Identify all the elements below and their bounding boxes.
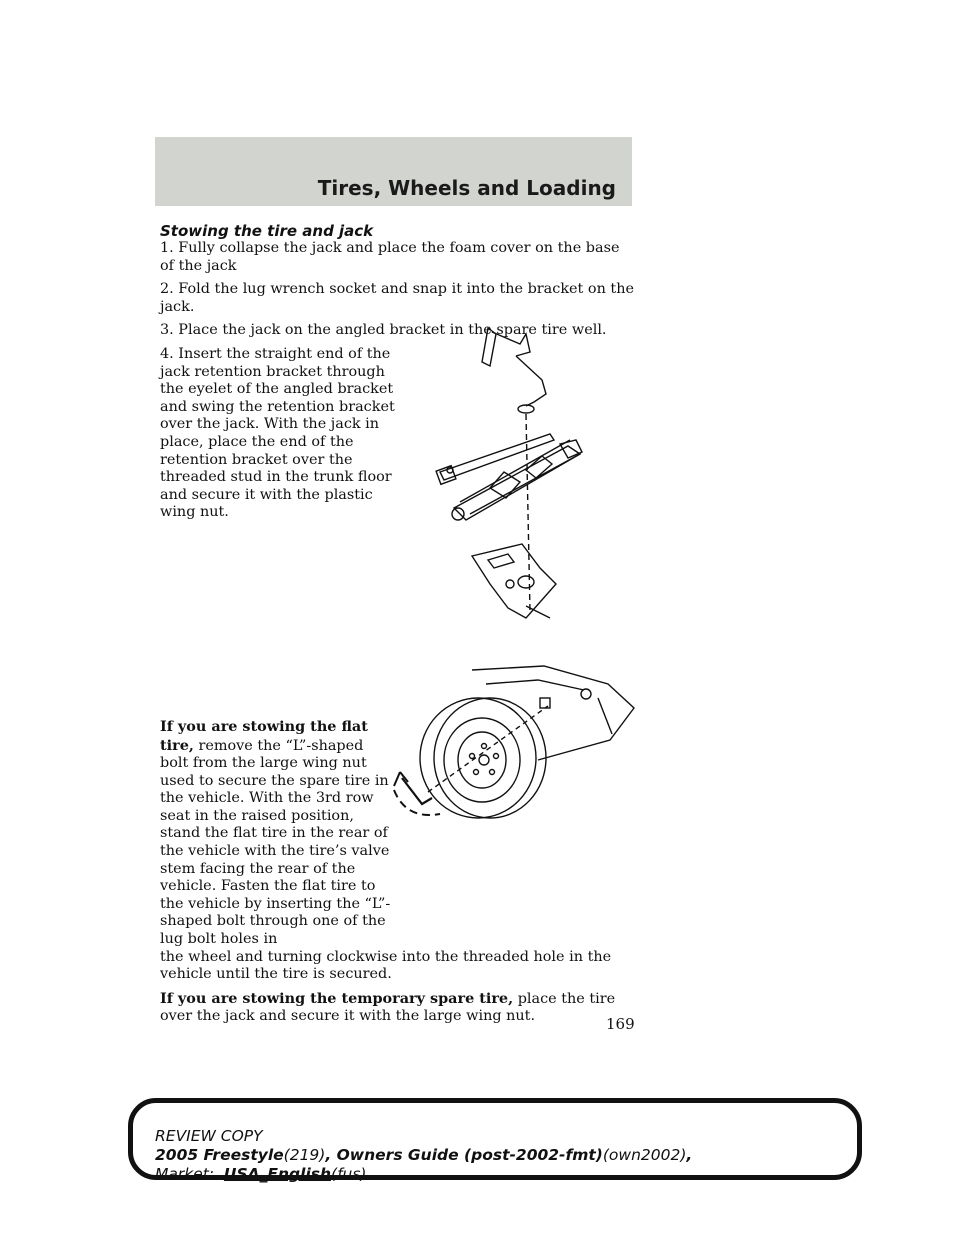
step-1: 1. Fully collapse the jack and place the foam cover on the base of the jack — [160, 240, 620, 274]
flat-tire-paragraph — [160, 718, 395, 949]
review-guide-code: (own2002) — [602, 1146, 687, 1164]
flat-tire-body: remove the “L”-shaped bolt from the large wing nut used to secure the spare tire in the vehicle. With the 3rd row seat in the raised position, stand the flat tire in the rear of the vehicle with the tire’s valve stem facing the rear of the vehicle. Fasten the flat tire to the vehicle by inserting the “L”-shaped bolt through one of the lug bolt holes in — [160, 737, 391, 948]
l-bolt — [402, 778, 432, 804]
cargo-floor — [472, 666, 634, 760]
rotation-arrow — [394, 790, 440, 815]
section-title: Tires, Wheels and Loading — [317, 176, 616, 200]
subhead-stowing: Stowing the tire and jack — [160, 222, 374, 240]
step-2: 2. Fold the lug wrench socket and snap it into the bracket on the jack. — [160, 281, 634, 315]
header-band — [155, 137, 632, 206]
jack-assembly-illustration — [430, 322, 630, 632]
review-market-code: (fus) — [331, 1165, 367, 1183]
review-model: 2005 Freestyle — [155, 1146, 284, 1164]
review-market: USA_English — [223, 1165, 332, 1183]
alignment-line — [526, 414, 530, 612]
review-line-2 — [155, 1146, 857, 1165]
review-model-code: (219) — [283, 1146, 326, 1164]
page-number: 169 — [606, 1015, 635, 1033]
step-3: 3. Place the jack on the angled bracket in the spare tire well. — [160, 322, 607, 339]
flat-tire-lead: If you are stowing the flat tire, — [160, 717, 368, 754]
flat-tire-illustration — [388, 660, 636, 820]
review-copy-box — [128, 1098, 862, 1183]
spare-tire-paragraph — [160, 990, 635, 1026]
review-market-label: Market: — [155, 1165, 215, 1183]
review-line-1: REVIEW COPY — [155, 1127, 263, 1145]
scissor-jack — [452, 440, 582, 520]
retention-bracket — [482, 328, 546, 413]
tire — [420, 698, 546, 818]
review-line-3 — [155, 1165, 857, 1184]
flat-tire-continued: the wheel and turning clockwise into the threaded hole in the vehicle until the tire is secured. — [160, 948, 612, 983]
review-comma: , — [686, 1146, 693, 1164]
step-4: 4. Insert the straight end of the jack retention bracket through the eyelet of the angled bracket and swing the retention bracket over the jack. With the jack in place, place the end of the retention bracket over the threaded stud in the trunk floor and secure it with the plastic wing nut. — [160, 345, 395, 521]
spare-tire-lead: If you are stowing the temporary spare tire, — [160, 989, 514, 1007]
review-guide: , Owners Guide (post-2002-fmt) — [325, 1146, 603, 1164]
spare-tire-body: place the tire over the jack and secure it with the large wing nut. — [160, 990, 616, 1025]
angled-bracket — [472, 544, 556, 618]
